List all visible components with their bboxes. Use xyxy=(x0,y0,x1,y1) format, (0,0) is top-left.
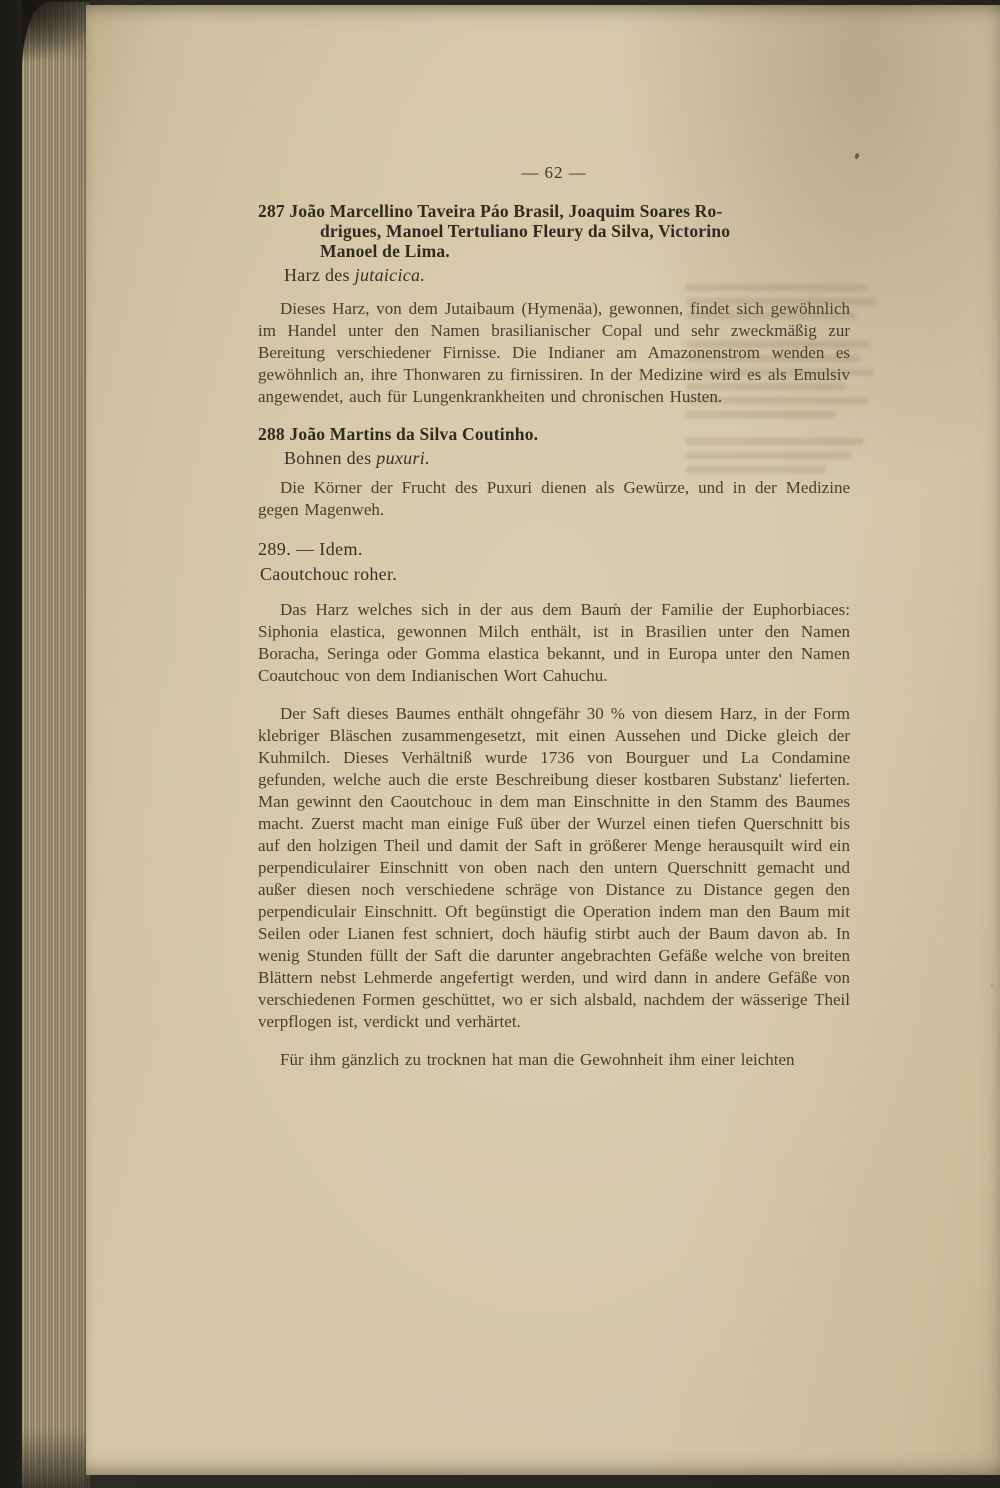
entry-289-paragraph-2: Der Saft dieses Baumes enthält ohngefähr 30 % von diesem Harz, in der Form klebriger Bläschen zusammengesetzt, mit einen Aussehen und Dicke gleich der Kuhmilch. Dieses Verhältniß wurde 1736 von Bourguer und La Condamine gefunden, welche auch die erste Beschreibung dieser kostbaren Substanz' lieferten. Man gewinnt den Caoutchouc in dem man Einschnitte in den Stamm des Baumes macht. Zuerst macht man einige Fuß über der Wurzel einen tiefen Querschnitt bis auf den holzigen Theil und damit der Saft in größerer Menge herausquilt wird ein perpendiculairer Einschnitt von oben nach den untern Querschnitt gemacht und außer diesen noch verschiedene schräge von Distance zu Distance gegen den perpendiculair Einschnitt. Oft begünstigt die Operation indem man den Baum mit Seilen oder Lianen fest schniert, doch häufig stirbt auch der Baum davon ab. In wenig Stunden füllt der Saft die darunter angebrachten Gefäße welche von breiten Blättern nebst Lehmerde angefertigt werden, und wird dann in andere Gefäße von verschiedenen Formen geschüttet, wo er sich alsbald, nachdem der wässerige Theil verpflogen ist, verdickt und verhärtet. xyxy=(258,704,850,1031)
book-page xyxy=(86,5,1000,1475)
entry-287-title-line2: drigues, Manoel Tertuliano Fleury da Silva, Victorino xyxy=(320,221,731,241)
paper-speck xyxy=(854,152,860,159)
entry-287-subtitle xyxy=(258,265,850,286)
entry-288-subtitle-roman: Bohnen des xyxy=(284,448,377,468)
entry-289-title: 289. — Idem. xyxy=(258,539,363,559)
entry-287-title-line1: 287 João Marcellino Taveira Páo Brasil, Joaquim Soares Ro- xyxy=(258,201,723,221)
entry-287-title-line3: Manoel de Lima. xyxy=(320,241,450,261)
book-page-edges xyxy=(22,2,90,1488)
entry-289-paragraph-1: Das Harz welches sich in der aus dem Baum der Familie der Euphorbiaces: Siphonia elastica, gewonnen Milch enthält, ist in Brasilien unter den Namen Boracha, Seringa oder Gomma elastica bekannt, und in Europa unter den Namen Coautchouc von dem Indianischen Wort Cahuchu. xyxy=(258,600,850,685)
page-number: — 62 — xyxy=(521,163,587,182)
text-column xyxy=(258,5,850,1071)
entry-287-title xyxy=(258,201,850,261)
paper-speck xyxy=(991,985,993,987)
entry-287-subtitle-species: jutaicica. xyxy=(354,265,426,285)
entry-288-body: Die Körner der Frucht des Puxuri dienen als Gewürze, und in der Medizine gegen Magenweh. xyxy=(258,478,850,519)
entry-289-paragraph-3: Für ihm gänzlich zu trocknen hat man die Gewohnheit ihm einer leichten xyxy=(280,1050,795,1069)
entry-288-title: 288 João Martins da Silva Coutinho. xyxy=(258,424,539,444)
entry-287-subtitle-roman: Harz des xyxy=(284,265,355,285)
entry-289-subtitle: Caoutchouc roher. xyxy=(260,564,398,584)
entry-288-subtitle-species: puxuri. xyxy=(376,448,430,468)
entry-287-body: Dieses Harz, von dem Jutaibaum (Hymenäa), gewonnen, findet sich gewöhnlich im Handel unter den Namen brasilianischer Copal und sehr zweckmäßig zur Bereitung verschiedener Firnisse. Die Indianer am Amazonenstrom wenden es gewöhnlich an, ihre Thonwaren zu firnissiren. In der Medizine wird es als Emulsiv angewendet, auch für Lungenkrankheiten und chronischen Husten. xyxy=(258,299,850,406)
entry-288-subtitle xyxy=(258,448,850,469)
